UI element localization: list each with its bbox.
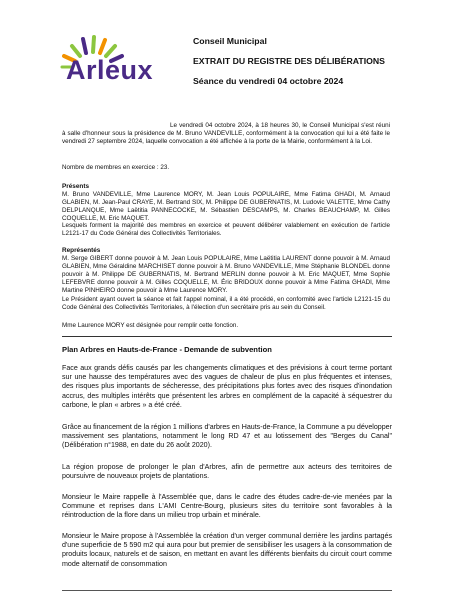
representes-label: Représentés — [62, 247, 101, 254]
presents-list: M. Bruno VANDEVILLE, Mme Laurence MORY, M. Jean Louis POPULAIRE, Mme Fatima GHADI, M. Arnaud GLABIEN, M. Jean-Paul CRAYE, M. Bertrand SIX, M. Philippe DE GUBERNATIS, M. Ludovic VALETTE, Mme Cathy DELPLANQUE, Mme Laëtitia PANNECOCKE, M. Sébastien DESCAMPS, M. Charles BEAUCHAMP, M. Gilles COQUELLE, M. Eric MAQUET. — [62, 191, 390, 222]
representes-list: M. Serge GIBERT donne pouvoir à M. Jean Louis POPULAIRE, Mme Laëtitia LAURENT donne pouvoir à M. Arnaud GLABIEN, Mme Géraldine MARCHISET donne pouvoir à M. Bruno VANDEVILLE, Mme Stéphanie BLONDEL donne pouvoir à M. Philippe DE GUBERNATIS, M. Bertrand MERLIN donne pouvoir à M. Eric MAQUET, Mme Sophie LEFEBVRE donne pouvoir à M. Gilles COQUELLE, M. Éric BRIDOUX donne pouvoir à Mme Fatima GHADI, Mme Martine PINHEIRO donne pouvoir à Mme Laurence MORY. — [62, 255, 390, 294]
deliberation-title: Plan Arbres en Hauts-de-France - Demande de subvention — [62, 345, 272, 354]
logo-wordmark: Arleux — [66, 55, 154, 85]
deliberation-paragraph-3: La région propose de prolonger le plan d'Arbres, afin de permettre aux acteurs des territoires de poursuivre de nouveaux projets de plantations. — [62, 463, 392, 481]
deliberation-paragraph-5: Monsieur le Maire propose à l'Assemblée la création d'un verger communal derrière les jardins partagés d'une superficie de 5 590 m2 qui aura pour but premier de sensibiliser les usagers à la consommation de produits locaux, naturels et de saison, en mettant en avant les différents bienfaits du circuit court comme mode alternatif de consommation — [62, 532, 392, 568]
quorum-paragraph: Lesquels forment la majorité des membres en exercice et peuvent délibérer valablement en exécution de l'article L2121-17 du Code Général des Collectivités Territoriales. — [62, 222, 390, 237]
members-count: Nombre de membres en exercice : 23. — [62, 164, 170, 171]
secretary-paragraph: Mme Laurence MORY est désignée pour remplir cette fonction. — [62, 322, 239, 329]
deliberation-paragraph-1: Face aux grands défis causés par les changements climatiques et des prévisions à court terme portant sur une hausse des températures avec des vagues de chaleur de plus en plus fréquentes et intenses, des risques plus importants de sécheresse, des précipitations plus fortes avec des risques d'inondation accrus, des multiples intérêts que présentent les arbres en complément de la capacité à séquestrer du carbone, le plan « arbres » a été créé. — [62, 364, 392, 409]
presents-label: Présents — [62, 183, 89, 190]
footer-divider — [62, 590, 392, 591]
header-session: Séance du vendredi 04 octobre 2024 — [193, 76, 344, 86]
deliberation-paragraph-4: Monsieur le Maire rappelle à l'Assemblée que, dans le cadre des études cadre-de-vie menées par la Commune et reprises dans L'AMI Centre-Bourg, plusieurs sites du territoire sont favorables à la réintroduction de la flore dans un milieu trop urbain et minérale. — [62, 493, 392, 520]
header-register: EXTRAIT DU REGISTRE DES DÉLIBÉRATIONS — [193, 56, 385, 66]
header-council: Conseil Municipal — [193, 36, 267, 46]
appel-paragraph: Le Président ayant ouvert la séance et fait l'appel nominal, il a été procédé, en conformité avec l'article L2121-15 du Code Général des Collectivités Territoriales, à l'élection d'un secrétaire pris au sein du Conseil. — [62, 296, 390, 311]
deliberation-paragraph-2: Grâce au financement de la région 1 millions d'arbres en Hauts-de-France, la Commune a pu développer massivement ses plantations, notamment le long RD 47 et au lotissement des "Berges du Canal" (Délibération n°1988, en date du 26 août 2020). — [62, 423, 392, 450]
convocation-paragraph: Le vendredi 04 octobre 2024, à 18 heures 30, le Conseil Municipal s'est réuni à salle d'honneur sous la présidence de M. Bruno VANDEVILLE, conformément à la convocation qui lui a été faite le vendredi 27 septembre 2024, laquelle convocation a été affichée à la porte de la Mairie, conformément à la Loi. — [62, 122, 390, 145]
section-divider — [62, 336, 392, 337]
